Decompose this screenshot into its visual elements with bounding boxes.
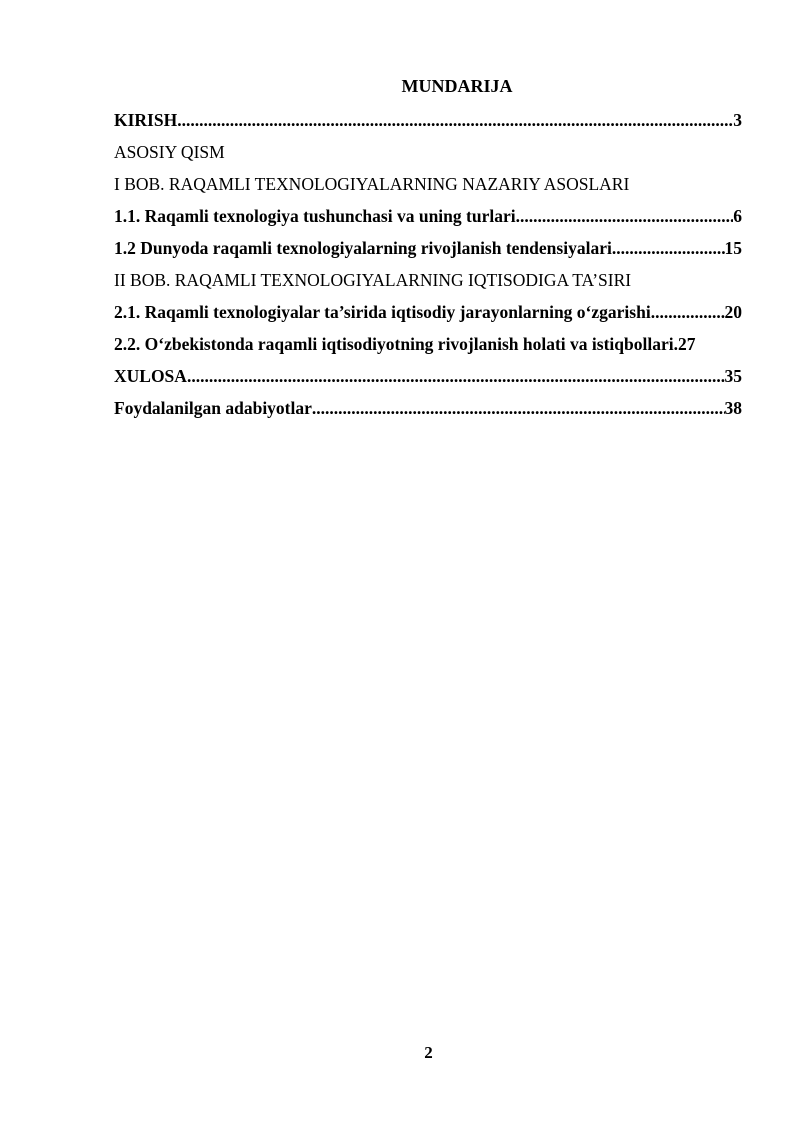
toc-leader-dots (177, 108, 733, 132)
toc-entry-2-1[interactable] (114, 300, 742, 332)
toc-entry-page: 38 (724, 398, 742, 418)
toc-entry-text: II BOB. RAQAMLI TEXNOLOGIYALARNING IQTISODIGA TA’SIRI (114, 270, 632, 290)
toc-leader-dots (516, 204, 734, 228)
toc-entry-text: ASOSIY QISM (114, 142, 225, 162)
toc-entry-kirish[interactable] (114, 108, 742, 140)
toc-entry-page: 3 (733, 110, 742, 130)
toc-entry-text: I BOB. RAQAMLI TEXNOLOGIYALARNING NAZARIY ASOSLARI (114, 174, 630, 194)
toc-heading-chapter-2[interactable] (114, 268, 742, 300)
toc-entry-page: 35 (724, 366, 742, 386)
toc-leader-dots (612, 236, 725, 260)
toc-entry-page: 20 (724, 302, 742, 322)
toc-entry-adabiyotlar[interactable] (114, 396, 742, 428)
toc-entry-text: 2.1. Raqamli texnologiyalar ta’sirida iqtisodiy jarayonlarning o‘zgarishi (114, 302, 651, 322)
toc-entry-1-2[interactable] (114, 236, 742, 268)
toc-entry-2-2[interactable] (114, 332, 742, 364)
toc-entry-1-1[interactable] (114, 204, 742, 236)
toc-entry-text: KIRISH (114, 110, 178, 130)
toc-heading-asosiy-qism[interactable] (114, 140, 742, 172)
toc-leader-dots (651, 300, 725, 324)
toc-leader-dots (187, 364, 725, 388)
toc-heading-chapter-1[interactable] (114, 172, 742, 204)
toc-entry-page: 15 (724, 238, 742, 258)
toc-entry-page: 6 (733, 206, 742, 226)
toc-entry-text: 2.2. O‘zbekistonda raqamli iqtisodiyotning rivojlanish holati va istiqbollari. (114, 334, 678, 354)
toc-entry-text: Foydalanilgan adabiyotlar (114, 398, 312, 418)
toc-entry-text: 1.1. Raqamli texnologiya tushunchasi va uning turlari (114, 206, 516, 226)
page-title: MUNDARIJA (401, 76, 513, 96)
toc-leader-dots (312, 396, 725, 420)
page-number: 2 (424, 1043, 433, 1062)
toc-entry-text: XULOSA (114, 366, 187, 386)
toc-entry-page: 27 (677, 334, 696, 354)
toc-entry-text: 1.2 Dunyoda raqamli texnologiyalarning rivojlanish tendensiyalari (114, 238, 612, 258)
toc-entry-xulosa[interactable] (114, 364, 742, 396)
table-of-contents (114, 108, 742, 428)
